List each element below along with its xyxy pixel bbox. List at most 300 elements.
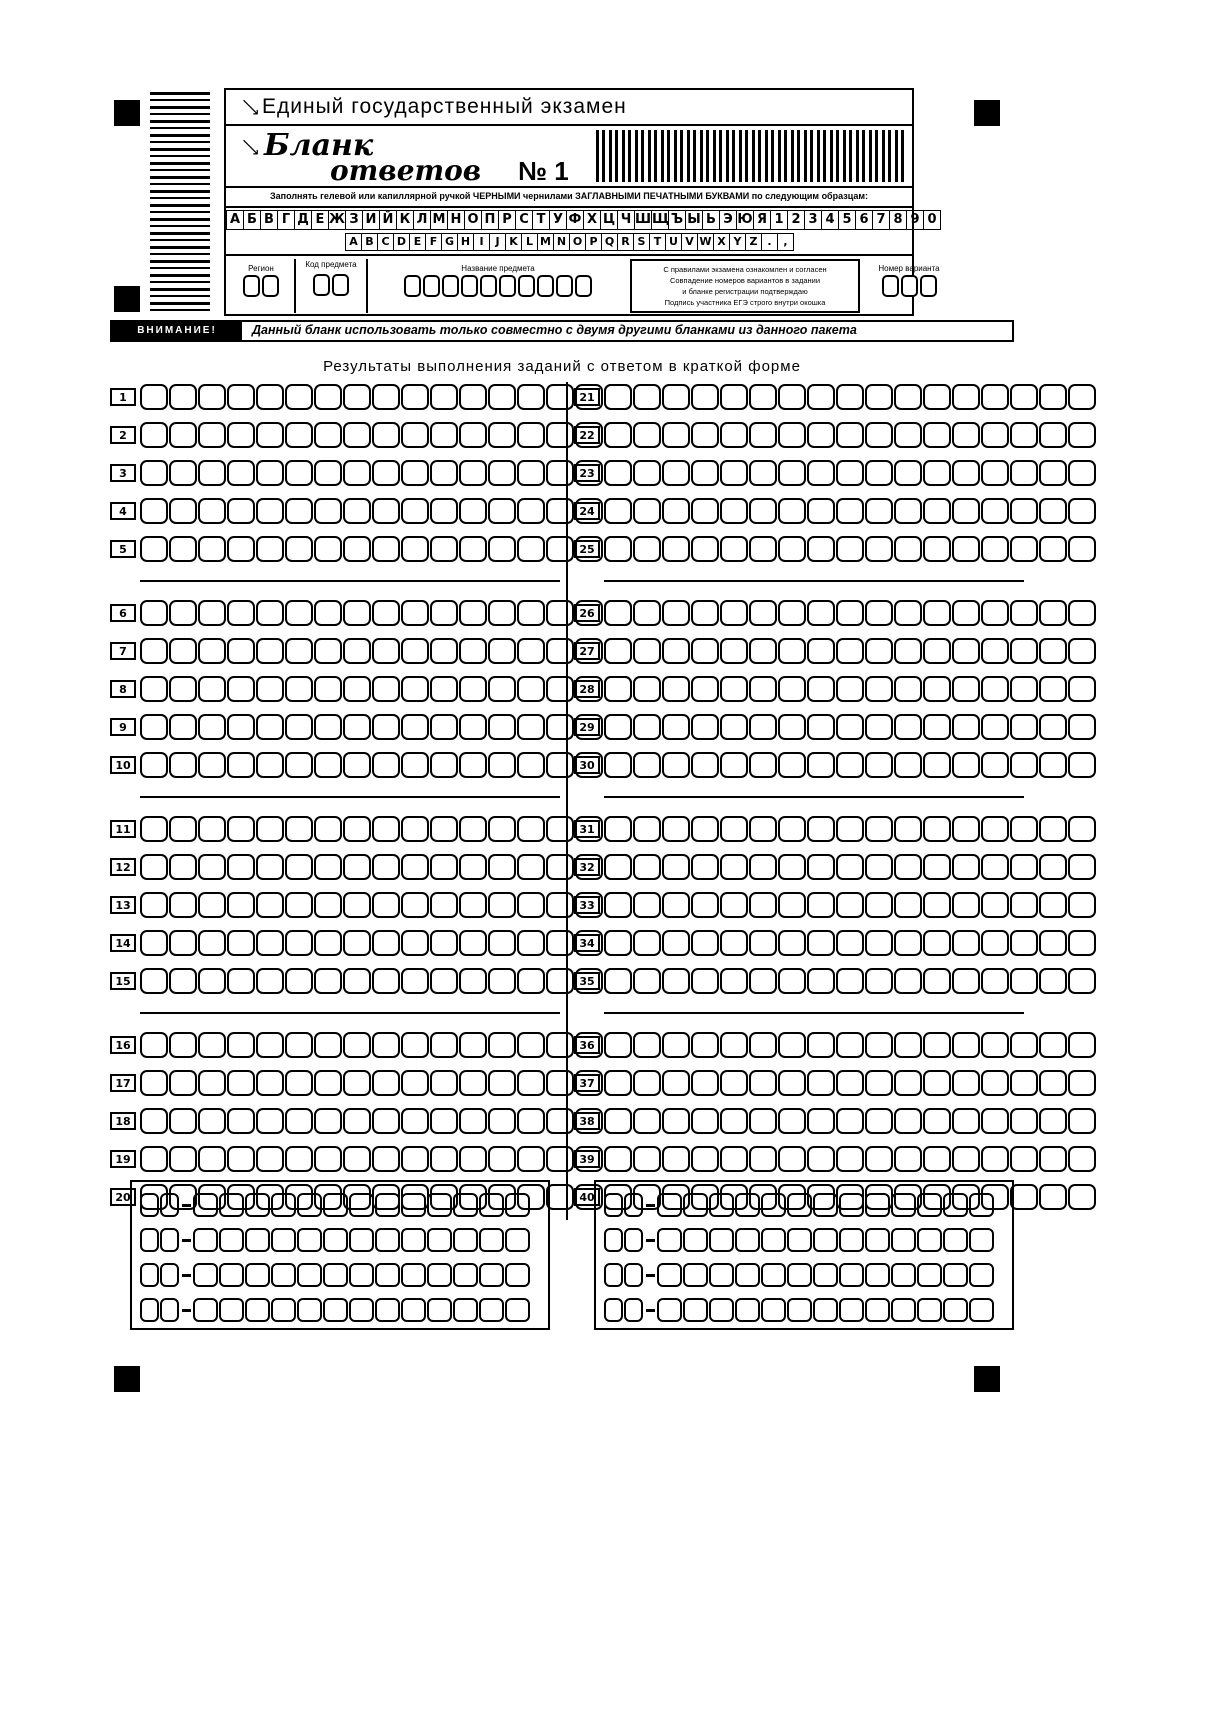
replacement-question-number-cell[interactable] xyxy=(604,1228,623,1252)
answer-cell[interactable] xyxy=(285,600,313,626)
answer-cell[interactable] xyxy=(778,714,806,740)
answer-cell[interactable] xyxy=(952,498,980,524)
answer-cell[interactable] xyxy=(430,600,458,626)
answer-cell[interactable] xyxy=(372,714,400,740)
replacement-answer-cell[interactable] xyxy=(427,1298,452,1322)
answer-cell[interactable] xyxy=(720,1070,748,1096)
answer-cell[interactable] xyxy=(488,714,516,740)
replacement-answer-cell[interactable] xyxy=(245,1193,270,1217)
answer-cell[interactable] xyxy=(807,1032,835,1058)
answer-cell[interactable] xyxy=(430,854,458,880)
answer-cell[interactable] xyxy=(256,1146,284,1172)
answer-cell[interactable] xyxy=(604,752,632,778)
answer-cell[interactable] xyxy=(285,1032,313,1058)
answer-cell[interactable] xyxy=(662,422,690,448)
answer-cell[interactable] xyxy=(691,422,719,448)
answer-cell[interactable] xyxy=(981,1146,1009,1172)
answer-cell[interactable] xyxy=(633,1032,661,1058)
answer-cell[interactable] xyxy=(633,498,661,524)
replacement-answer-cell[interactable] xyxy=(969,1228,994,1252)
answer-cell[interactable] xyxy=(836,1070,864,1096)
replacement-answer-cell[interactable] xyxy=(891,1193,916,1217)
answer-cell[interactable] xyxy=(1010,1070,1038,1096)
replacement-answer-cell[interactable] xyxy=(917,1298,942,1322)
answer-cell[interactable] xyxy=(517,854,545,880)
answer-cell[interactable] xyxy=(894,422,922,448)
answer-cell[interactable] xyxy=(343,422,371,448)
answer-cell[interactable] xyxy=(633,384,661,410)
answer-cell[interactable] xyxy=(894,1070,922,1096)
answer-cell[interactable] xyxy=(198,422,226,448)
replacement-answer-cell[interactable] xyxy=(735,1263,760,1287)
answer-cell[interactable] xyxy=(1010,498,1038,524)
answer-cell[interactable] xyxy=(140,752,168,778)
answer-cell[interactable] xyxy=(314,816,342,842)
replacement-answer-cell[interactable] xyxy=(761,1263,786,1287)
answer-cell[interactable] xyxy=(169,638,197,664)
answer-cell[interactable] xyxy=(430,892,458,918)
replacement-answer-cell[interactable] xyxy=(349,1228,374,1252)
answer-cell[interactable] xyxy=(604,460,632,486)
answer-cell[interactable] xyxy=(1010,460,1038,486)
answer-cell[interactable] xyxy=(517,676,545,702)
answer-cell[interactable] xyxy=(952,536,980,562)
subject-name-cell[interactable] xyxy=(575,275,592,297)
answer-cell[interactable] xyxy=(169,752,197,778)
answer-cell[interactable] xyxy=(923,1032,951,1058)
answer-cell[interactable] xyxy=(1068,422,1096,448)
answer-cell[interactable] xyxy=(604,600,632,626)
answer-cell[interactable] xyxy=(140,892,168,918)
answer-cell[interactable] xyxy=(517,498,545,524)
variant-cell[interactable] xyxy=(920,275,937,297)
answer-cell[interactable] xyxy=(198,536,226,562)
answer-cell[interactable] xyxy=(1068,676,1096,702)
answer-cell[interactable] xyxy=(401,536,429,562)
answer-cell[interactable] xyxy=(981,854,1009,880)
answer-cell[interactable] xyxy=(749,422,777,448)
replacement-answer-cell[interactable] xyxy=(193,1228,218,1252)
answer-cell[interactable] xyxy=(1010,816,1038,842)
answer-cell[interactable] xyxy=(836,1146,864,1172)
replacement-question-number-cell[interactable] xyxy=(624,1193,643,1217)
answer-cell[interactable] xyxy=(488,1070,516,1096)
replacement-answer-cell[interactable] xyxy=(479,1298,504,1322)
answer-cell[interactable] xyxy=(836,460,864,486)
answer-cell[interactable] xyxy=(1010,892,1038,918)
answer-cell[interactable] xyxy=(865,752,893,778)
answer-cell[interactable] xyxy=(227,600,255,626)
answer-cell[interactable] xyxy=(169,714,197,740)
replacement-answer-cell[interactable] xyxy=(917,1263,942,1287)
answer-cell[interactable] xyxy=(720,536,748,562)
replacement-answer-cell[interactable] xyxy=(865,1263,890,1287)
answer-cell[interactable] xyxy=(923,892,951,918)
replacement-answer-cell[interactable] xyxy=(401,1228,426,1252)
answer-cell[interactable] xyxy=(778,600,806,626)
answer-cell[interactable] xyxy=(604,676,632,702)
answer-cell[interactable] xyxy=(198,892,226,918)
answer-cell[interactable] xyxy=(488,816,516,842)
answer-cell[interactable] xyxy=(894,498,922,524)
replacement-answer-cell[interactable] xyxy=(683,1193,708,1217)
answer-cell[interactable] xyxy=(1068,498,1096,524)
replacement-answer-cell[interactable] xyxy=(193,1193,218,1217)
answer-cell[interactable] xyxy=(343,892,371,918)
answer-cell[interactable] xyxy=(1010,714,1038,740)
replacement-question-number-cell[interactable] xyxy=(160,1193,179,1217)
answer-cell[interactable] xyxy=(459,714,487,740)
replacement-answer-cell[interactable] xyxy=(683,1263,708,1287)
replacement-answer-cell[interactable] xyxy=(943,1193,968,1217)
answer-cell[interactable] xyxy=(720,1032,748,1058)
answer-cell[interactable] xyxy=(314,930,342,956)
variant-cell[interactable] xyxy=(901,275,918,297)
answer-cell[interactable] xyxy=(285,676,313,702)
answer-cell[interactable] xyxy=(749,536,777,562)
answer-cell[interactable] xyxy=(1010,752,1038,778)
answer-cell[interactable] xyxy=(256,638,284,664)
answer-cell[interactable] xyxy=(1039,1070,1067,1096)
answer-cell[interactable] xyxy=(691,1146,719,1172)
answer-cell[interactable] xyxy=(343,460,371,486)
answer-cell[interactable] xyxy=(1010,536,1038,562)
answer-cell[interactable] xyxy=(720,676,748,702)
answer-cell[interactable] xyxy=(401,968,429,994)
answer-cell[interactable] xyxy=(778,1070,806,1096)
answer-cell[interactable] xyxy=(488,422,516,448)
answer-cell[interactable] xyxy=(198,1108,226,1134)
answer-cell[interactable] xyxy=(546,1032,574,1058)
answer-cell[interactable] xyxy=(807,854,835,880)
answer-cell[interactable] xyxy=(488,536,516,562)
answer-cell[interactable] xyxy=(198,638,226,664)
answer-cell[interactable] xyxy=(169,498,197,524)
answer-cell[interactable] xyxy=(691,1070,719,1096)
answer-cell[interactable] xyxy=(140,1032,168,1058)
answer-cell[interactable] xyxy=(952,460,980,486)
answer-cell[interactable] xyxy=(198,1146,226,1172)
answer-cell[interactable] xyxy=(836,422,864,448)
answer-cell[interactable] xyxy=(749,714,777,740)
replacement-answer-cell[interactable] xyxy=(787,1263,812,1287)
answer-cell[interactable] xyxy=(372,752,400,778)
replacement-answer-cell[interactable] xyxy=(297,1298,322,1322)
replacement-answer-cell[interactable] xyxy=(865,1298,890,1322)
replacement-answer-cell[interactable] xyxy=(453,1298,478,1322)
replacement-answer-cell[interactable] xyxy=(193,1298,218,1322)
answer-cell[interactable] xyxy=(923,968,951,994)
answer-cell[interactable] xyxy=(314,676,342,702)
answer-cell[interactable] xyxy=(807,1070,835,1096)
replacement-answer-cell[interactable] xyxy=(761,1228,786,1252)
answer-cell[interactable] xyxy=(865,714,893,740)
answer-cell[interactable] xyxy=(981,892,1009,918)
answer-cell[interactable] xyxy=(314,1070,342,1096)
answer-cell[interactable] xyxy=(140,460,168,486)
replacement-answer-cell[interactable] xyxy=(427,1228,452,1252)
answer-cell[interactable] xyxy=(372,460,400,486)
answer-cell[interactable] xyxy=(778,498,806,524)
answer-cell[interactable] xyxy=(778,816,806,842)
answer-cell[interactable] xyxy=(749,384,777,410)
answer-cell[interactable] xyxy=(807,816,835,842)
answer-cell[interactable] xyxy=(546,1070,574,1096)
answer-cell[interactable] xyxy=(662,854,690,880)
answer-cell[interactable] xyxy=(546,1146,574,1172)
answer-cell[interactable] xyxy=(198,752,226,778)
answer-cell[interactable] xyxy=(633,816,661,842)
replacement-answer-cell[interactable] xyxy=(709,1263,734,1287)
answer-cell[interactable] xyxy=(1010,600,1038,626)
replacement-answer-cell[interactable] xyxy=(709,1228,734,1252)
answer-cell[interactable] xyxy=(285,384,313,410)
answer-cell[interactable] xyxy=(372,600,400,626)
answer-cell[interactable] xyxy=(778,1032,806,1058)
replacement-answer-cell[interactable] xyxy=(943,1228,968,1252)
answer-cell[interactable] xyxy=(691,384,719,410)
answer-cell[interactable] xyxy=(952,892,980,918)
answer-cell[interactable] xyxy=(1068,892,1096,918)
answer-cell[interactable] xyxy=(604,714,632,740)
replacement-question-number-cell[interactable] xyxy=(160,1298,179,1322)
answer-cell[interactable] xyxy=(923,1146,951,1172)
answer-cell[interactable] xyxy=(691,816,719,842)
answer-cell[interactable] xyxy=(894,676,922,702)
replacement-answer-cell[interactable] xyxy=(271,1193,296,1217)
subject-code-cell[interactable] xyxy=(332,274,349,296)
answer-cell[interactable] xyxy=(662,676,690,702)
answer-cell[interactable] xyxy=(169,536,197,562)
answer-cell[interactable] xyxy=(662,816,690,842)
answer-cell[interactable] xyxy=(546,854,574,880)
replacement-answer-cell[interactable] xyxy=(427,1193,452,1217)
answer-cell[interactable] xyxy=(198,676,226,702)
replacement-answer-cell[interactable] xyxy=(193,1263,218,1287)
answer-cell[interactable] xyxy=(285,498,313,524)
replacement-answer-cell[interactable] xyxy=(735,1193,760,1217)
answer-cell[interactable] xyxy=(227,1032,255,1058)
answer-cell[interactable] xyxy=(1039,422,1067,448)
answer-cell[interactable] xyxy=(865,854,893,880)
answer-cell[interactable] xyxy=(314,536,342,562)
answer-cell[interactable] xyxy=(691,600,719,626)
answer-cell[interactable] xyxy=(401,422,429,448)
subject-name-cell[interactable] xyxy=(442,275,459,297)
answer-cell[interactable] xyxy=(720,714,748,740)
answer-cell[interactable] xyxy=(865,422,893,448)
answer-cell[interactable] xyxy=(343,714,371,740)
replacement-answer-cell[interactable] xyxy=(709,1298,734,1322)
answer-cell[interactable] xyxy=(778,1146,806,1172)
answer-cell[interactable] xyxy=(459,676,487,702)
replacement-answer-cell[interactable] xyxy=(271,1228,296,1252)
answer-cell[interactable] xyxy=(865,536,893,562)
replacement-answer-cell[interactable] xyxy=(969,1298,994,1322)
answer-cell[interactable] xyxy=(256,816,284,842)
answer-cell[interactable] xyxy=(169,1146,197,1172)
answer-cell[interactable] xyxy=(923,536,951,562)
answer-cell[interactable] xyxy=(662,752,690,778)
answer-cell[interactable] xyxy=(720,600,748,626)
answer-cell[interactable] xyxy=(140,384,168,410)
answer-cell[interactable] xyxy=(256,892,284,918)
replacement-answer-cell[interactable] xyxy=(245,1263,270,1287)
answer-cell[interactable] xyxy=(807,1146,835,1172)
answer-cell[interactable] xyxy=(778,752,806,778)
answer-cell[interactable] xyxy=(894,460,922,486)
answer-cell[interactable] xyxy=(169,384,197,410)
answer-cell[interactable] xyxy=(546,752,574,778)
answer-cell[interactable] xyxy=(343,968,371,994)
replacement-answer-cell[interactable] xyxy=(401,1298,426,1322)
answer-cell[interactable] xyxy=(952,816,980,842)
answer-cell[interactable] xyxy=(459,638,487,664)
region-cell[interactable] xyxy=(262,275,279,297)
answer-cell[interactable] xyxy=(923,422,951,448)
answer-cell[interactable] xyxy=(256,854,284,880)
answer-cell[interactable] xyxy=(836,1032,864,1058)
answer-cell[interactable] xyxy=(662,892,690,918)
answer-cell[interactable] xyxy=(981,498,1009,524)
answer-cell[interactable] xyxy=(604,498,632,524)
answer-cell[interactable] xyxy=(807,536,835,562)
answer-cell[interactable] xyxy=(343,1032,371,1058)
answer-cell[interactable] xyxy=(952,714,980,740)
answer-cell[interactable] xyxy=(488,1146,516,1172)
answer-cell[interactable] xyxy=(227,384,255,410)
answer-cell[interactable] xyxy=(923,460,951,486)
replacement-question-number-cell[interactable] xyxy=(604,1193,623,1217)
replacement-question-number-cell[interactable] xyxy=(624,1228,643,1252)
answer-cell[interactable] xyxy=(430,536,458,562)
answer-cell[interactable] xyxy=(691,930,719,956)
answer-cell[interactable] xyxy=(488,600,516,626)
answer-cell[interactable] xyxy=(1039,968,1067,994)
answer-cell[interactable] xyxy=(517,714,545,740)
answer-cell[interactable] xyxy=(169,1108,197,1134)
answer-cell[interactable] xyxy=(923,854,951,880)
answer-cell[interactable] xyxy=(604,854,632,880)
answer-cell[interactable] xyxy=(604,1032,632,1058)
replacement-answer-cell[interactable] xyxy=(479,1228,504,1252)
answer-cell[interactable] xyxy=(140,638,168,664)
answer-cell[interactable] xyxy=(691,968,719,994)
answer-cell[interactable] xyxy=(720,422,748,448)
answer-cell[interactable] xyxy=(517,892,545,918)
answer-cell[interactable] xyxy=(430,816,458,842)
answer-cell[interactable] xyxy=(952,384,980,410)
answer-cell[interactable] xyxy=(981,384,1009,410)
answer-cell[interactable] xyxy=(372,536,400,562)
answer-cell[interactable] xyxy=(1039,1032,1067,1058)
replacement-answer-cell[interactable] xyxy=(245,1298,270,1322)
answer-cell[interactable] xyxy=(430,676,458,702)
answer-cell[interactable] xyxy=(691,1032,719,1058)
answer-cell[interactable] xyxy=(662,1108,690,1134)
answer-cell[interactable] xyxy=(691,460,719,486)
answer-cell[interactable] xyxy=(836,676,864,702)
subject-code-cell[interactable] xyxy=(313,274,330,296)
answer-cell[interactable] xyxy=(1010,1146,1038,1172)
answer-cell[interactable] xyxy=(227,1108,255,1134)
answer-cell[interactable] xyxy=(140,854,168,880)
answer-cell[interactable] xyxy=(314,1032,342,1058)
answer-cell[interactable] xyxy=(285,422,313,448)
answer-cell[interactable] xyxy=(517,460,545,486)
answer-cell[interactable] xyxy=(227,638,255,664)
answer-cell[interactable] xyxy=(894,752,922,778)
answer-cell[interactable] xyxy=(256,714,284,740)
answer-cell[interactable] xyxy=(314,638,342,664)
answer-cell[interactable] xyxy=(285,536,313,562)
answer-cell[interactable] xyxy=(865,968,893,994)
replacement-answer-cell[interactable] xyxy=(813,1298,838,1322)
answer-cell[interactable] xyxy=(1068,1146,1096,1172)
answer-cell[interactable] xyxy=(314,1108,342,1134)
answer-cell[interactable] xyxy=(459,930,487,956)
answer-cell[interactable] xyxy=(488,1108,516,1134)
answer-cell[interactable] xyxy=(691,676,719,702)
answer-cell[interactable] xyxy=(401,1032,429,1058)
answer-cell[interactable] xyxy=(836,498,864,524)
answer-cell[interactable] xyxy=(140,676,168,702)
answer-cell[interactable] xyxy=(981,1108,1009,1134)
replacement-answer-cell[interactable] xyxy=(813,1193,838,1217)
answer-cell[interactable] xyxy=(633,638,661,664)
answer-cell[interactable] xyxy=(517,1032,545,1058)
answer-cell[interactable] xyxy=(169,422,197,448)
answer-cell[interactable] xyxy=(343,1108,371,1134)
answer-cell[interactable] xyxy=(778,422,806,448)
answer-cell[interactable] xyxy=(459,752,487,778)
replacement-answer-cell[interactable] xyxy=(297,1228,322,1252)
answer-cell[interactable] xyxy=(749,1108,777,1134)
replacement-question-number-cell[interactable] xyxy=(140,1228,159,1252)
replacement-answer-cell[interactable] xyxy=(505,1263,530,1287)
answer-cell[interactable] xyxy=(662,714,690,740)
answer-cell[interactable] xyxy=(401,892,429,918)
replacement-answer-cell[interactable] xyxy=(813,1263,838,1287)
answer-cell[interactable] xyxy=(633,714,661,740)
answer-cell[interactable] xyxy=(720,1146,748,1172)
answer-cell[interactable] xyxy=(459,1108,487,1134)
answer-cell[interactable] xyxy=(865,384,893,410)
answer-cell[interactable] xyxy=(865,892,893,918)
answer-cell[interactable] xyxy=(894,1032,922,1058)
answer-cell[interactable] xyxy=(952,676,980,702)
answer-cell[interactable] xyxy=(285,968,313,994)
answer-cell[interactable] xyxy=(1039,676,1067,702)
answer-cell[interactable] xyxy=(604,536,632,562)
answer-cell[interactable] xyxy=(633,536,661,562)
answer-cell[interactable] xyxy=(430,1146,458,1172)
answer-cell[interactable] xyxy=(604,422,632,448)
answer-cell[interactable] xyxy=(517,600,545,626)
answer-cell[interactable] xyxy=(227,460,255,486)
replacement-answer-cell[interactable] xyxy=(427,1263,452,1287)
answer-cell[interactable] xyxy=(981,968,1009,994)
replacement-question-number-cell[interactable] xyxy=(160,1228,179,1252)
answer-cell[interactable] xyxy=(662,384,690,410)
answer-cell[interactable] xyxy=(140,968,168,994)
answer-cell[interactable] xyxy=(488,460,516,486)
answer-cell[interactable] xyxy=(372,638,400,664)
answer-cell[interactable] xyxy=(894,1146,922,1172)
answer-cell[interactable] xyxy=(314,600,342,626)
answer-cell[interactable] xyxy=(952,854,980,880)
answer-cell[interactable] xyxy=(1068,752,1096,778)
